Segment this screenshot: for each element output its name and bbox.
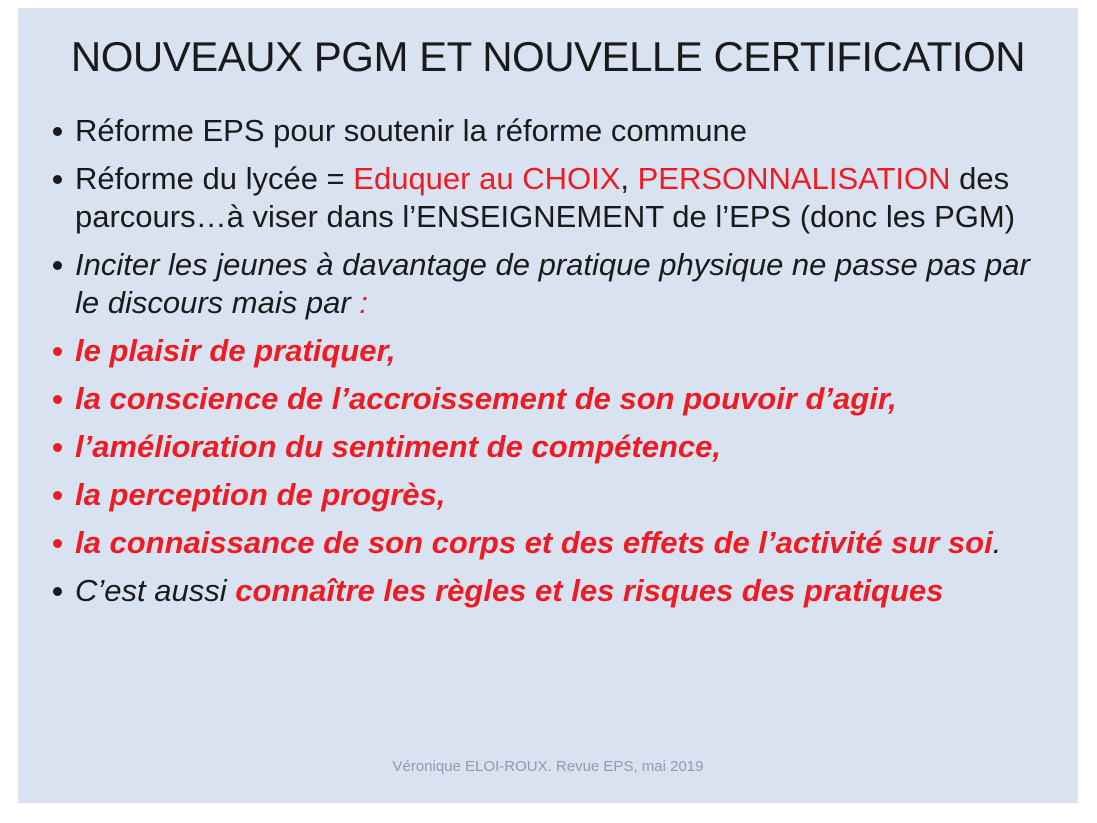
bullet-dot-icon xyxy=(53,261,62,270)
bullet-text xyxy=(75,573,943,608)
slide xyxy=(18,8,1078,803)
bullet-item xyxy=(46,476,1060,514)
bullet-dot-icon xyxy=(53,539,62,548)
bullet-dot-icon xyxy=(53,443,62,452)
slide-title: NOUVEAUX PGM ET NOUVELLE CERTIFICATION xyxy=(70,33,1026,80)
bullet-item xyxy=(46,112,1060,150)
bullet-dot-icon xyxy=(53,175,62,184)
text-segment: : xyxy=(359,285,368,321)
text-segment: C’est aussi xyxy=(75,573,236,609)
bullet-dot-icon xyxy=(53,347,62,356)
text-segment: la connaissance de son corps et des effets de l’activité sur soi xyxy=(75,525,993,561)
text-segment: Inciter les jeunes à davantage de pratique physique ne passe pas par le discours mais par xyxy=(75,247,1030,321)
text-segment: l’amélioration du sentiment de compétence, xyxy=(75,429,721,465)
bullet-dot-icon xyxy=(53,587,62,596)
footer-credit: Véronique ELOI-ROUX. Revue EPS, mai 2019 xyxy=(392,758,704,775)
text-segment: la conscience de l’accroissement de son pouvoir d’agir, xyxy=(75,381,897,417)
bullet-item xyxy=(46,332,1060,370)
text-segment: la perception de progrès, xyxy=(75,477,446,513)
text-segment: , xyxy=(620,161,629,197)
bullet-dot-icon xyxy=(53,127,62,136)
bullet-text xyxy=(75,381,897,416)
bullet-text xyxy=(75,525,1001,560)
text-segment: PERSONNALISATION xyxy=(629,161,951,197)
text-segment: le plaisir de pratiquer, xyxy=(75,333,396,369)
bullet-text xyxy=(75,161,1015,234)
bullet-text xyxy=(75,333,395,368)
bullet-item xyxy=(46,524,1060,562)
text-segment: . xyxy=(992,525,1002,561)
text-segment: Réforme EPS pour soutenir la réforme commune xyxy=(75,113,747,149)
text-segment: des parcours…à viser dans l’ENSEIGNEMENT de l’EPS (donc les PGM) xyxy=(75,161,1016,235)
bullet-text xyxy=(75,477,445,512)
bullet-list xyxy=(18,112,1078,610)
bullet-dot-icon xyxy=(53,395,62,404)
bullet-text xyxy=(75,429,721,464)
bullet-item xyxy=(46,246,1060,322)
bullet-dot-icon xyxy=(53,491,62,500)
bullet-item xyxy=(46,160,1060,236)
text-segment: Réforme du lycée = xyxy=(75,161,354,197)
bullet-item xyxy=(46,428,1060,466)
bullet-text xyxy=(75,247,1030,320)
text-segment: Eduquer au CHOIX xyxy=(353,161,621,197)
bullet-text xyxy=(75,113,747,148)
bullet-item xyxy=(46,380,1060,418)
bullet-item xyxy=(46,572,1060,610)
text-segment: connaître les règles et les risques des pratiques xyxy=(235,573,944,609)
